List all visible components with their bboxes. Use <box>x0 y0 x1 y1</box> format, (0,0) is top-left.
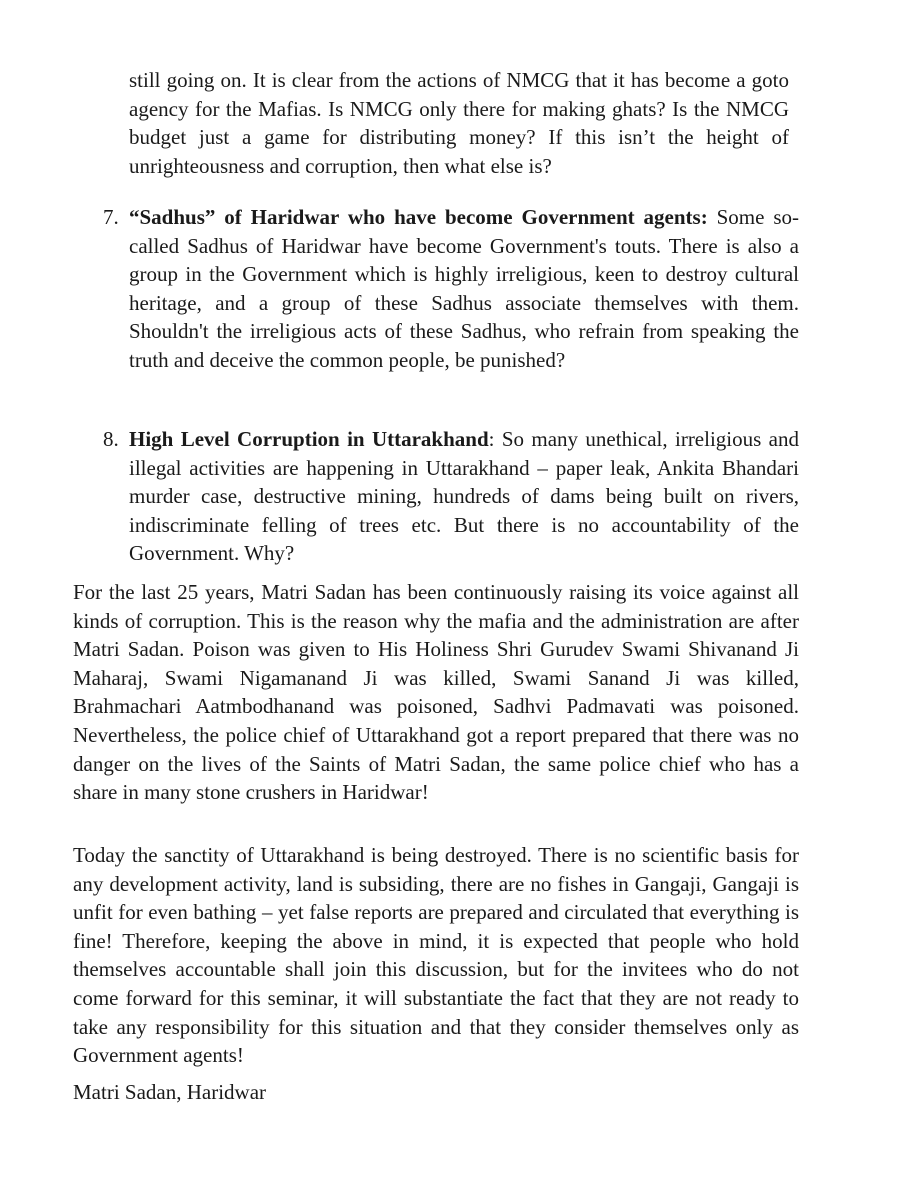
body-paragraph-corruption: For the last 25 years, Matri Sadan has been continuously raising its voice against all kinds of corruption. This is the reason why the mafia and the administration are after Matri Sadan. Poison was given to His Holiness Shri Gurudev Swami Shivanand Ji Maharaj, Swami Nigamanand Ji was killed, Swami Sanand Ji was killed, Brahmachari Aatmbodhanand was poisoned, Sadhvi Padmavati was poisoned. Nevertheless, the police chief of Uttarakhand got a report prepared that there was no danger on the lives of the Saints of Matri Sadan, the same police chief who has a share in many stone crushers in Haridwar! <box>73 580 799 805</box>
list-item-number: 7. <box>103 205 119 229</box>
continued-paragraph: still going on. It is clear from the actions of NMCG that it has become a goto agency for the Mafias. Is NMCG only there for making ghats? Is the NMCG budget just a game for distributing money? If this isn’t the height of unrighteousness and corruption, then what else is? <box>129 68 789 178</box>
list-item-heading: High Level Corruption in Uttarakhand <box>129 427 489 451</box>
list-item-heading: “Sadhus” of Haridwar who have become Government agents: <box>129 205 708 229</box>
body-paragraph-sanctity: Today the sanctity of Uttarakhand is being destroyed. There is no scientific basis for any development activity, land is subsiding, there are no fishes in Gangaji, Gangaji is unfit for even bathing – yet false reports are prepared and circulated that everything is fine! Therefore, keeping the above in mind, it is expected that people who hold themselves accountable shall join this discussion, but for the invitees who do not come forward for this seminar, it will substantiate the fact that they are not ready to take any responsibility for this situation and that they consider themselves only as Government agents! <box>73 843 799 1068</box>
list-item-number: 8. <box>103 427 119 451</box>
signature: Matri Sadan, Haridwar <box>73 1080 267 1104</box>
list-item-text: Some so-called Sadhus of Haridwar have become Government's touts. There is also a group in the Government which is highly irreligious, keen to destroy cultural heritage, and a group of these Sadhus associate themselves with them. Shouldn't the irreligious acts of these Sadhus, who refrain from speaking the truth and deceive the common people, be punished? <box>129 205 799 372</box>
list-item-text: : So many unethical, irreligious and illegal activities are happening in Uttarakhand – paper leak, Ankita Bhandari murder case, destructive mining, hundreds of dams being built on rivers, indiscriminate felling of trees etc. But there is no accountability of the Government. Why? <box>129 427 799 566</box>
list-item-body <box>129 425 799 568</box>
list-item-body <box>129 203 799 375</box>
